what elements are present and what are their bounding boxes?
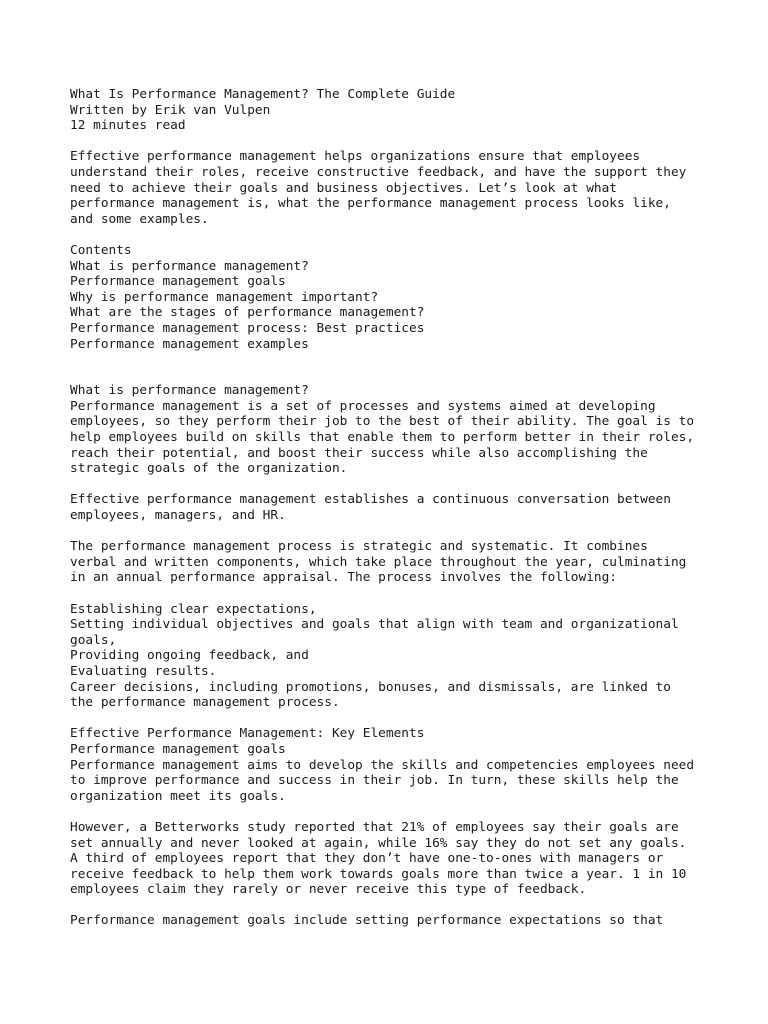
text-line: employees, managers, and HR. bbox=[70, 508, 286, 524]
list-item: goals, bbox=[70, 632, 117, 648]
section-what-is bbox=[70, 383, 760, 710]
text-line: understand their roles, receive constructive feedback, and have the support they bbox=[70, 164, 687, 180]
read-time: 12 minutes read bbox=[70, 118, 186, 134]
list-item: Evaluating results. bbox=[70, 663, 217, 679]
contents-item: Performance management examples bbox=[70, 336, 309, 352]
text-line: need to achieve their goals and business objectives. Let’s look at what bbox=[70, 180, 618, 196]
text-line: However, a Betterworks study reported that 21% of employees say their goals are bbox=[70, 819, 679, 835]
text-line: Career decisions, including promotions, bonuses, and dismissals, are linked to bbox=[70, 679, 671, 695]
text-line: to improve performance and success in their job. In turn, these skills help the bbox=[70, 773, 679, 789]
text-line: verbal and written components, which take place throughout the year, culminating bbox=[70, 554, 687, 570]
text-line: strategic goals of the organization. bbox=[70, 461, 348, 477]
text-line: Effective performance management helps organizations ensure that employees bbox=[70, 149, 641, 165]
text-line: employees, so they perform their job to the best of their ability. The goal is to bbox=[70, 414, 695, 430]
list-item: Setting individual objectives and goals that align with team and organizational bbox=[70, 617, 679, 633]
text-line: Effective performance management establishes a continuous conversation between bbox=[70, 492, 671, 508]
text-line: employees claim they rarely or never receive this type of feedback. bbox=[70, 882, 587, 898]
contents-item: What is performance management? bbox=[70, 258, 309, 274]
contents-item: Why is performance management important? bbox=[70, 289, 379, 305]
text-line: A third of employees report that they don’t have one-to-ones with managers or bbox=[70, 851, 664, 867]
text-line: Performance management goals include setting performance expectations so that bbox=[70, 913, 664, 929]
text-line: set annually and never looked at again, while 16% say they do not set any goals. bbox=[70, 835, 687, 851]
text-line: performance management is, what the performance management process looks like, bbox=[70, 196, 671, 212]
document-page bbox=[70, 87, 760, 929]
text-line: The performance management process is strategic and systematic. It combines bbox=[70, 539, 648, 555]
section-heading: Effective Performance Management: Key Elements bbox=[70, 726, 425, 742]
text-line: help employees build on skills that enable them to perform better in their roles, bbox=[70, 430, 695, 446]
text-line: Performance management aims to develop the skills and competencies employees need bbox=[70, 757, 695, 773]
text-line: and some examples. bbox=[70, 211, 209, 227]
intro-paragraph bbox=[70, 149, 760, 227]
document-author: Written by Erik van Vulpen bbox=[70, 102, 271, 118]
text-line: Performance management is a set of processes and systems aimed at developing bbox=[70, 398, 656, 414]
contents-item: Performance management goals bbox=[70, 274, 286, 290]
list-item: Establishing clear expectations, bbox=[70, 601, 317, 617]
text-line: reach their potential, and boost their success while also accomplishing the bbox=[70, 445, 648, 461]
text-line: in an annual performance appraisal. The process involves the following: bbox=[70, 570, 618, 586]
text-line: the performance management process. bbox=[70, 695, 340, 711]
contents-item: Performance management process: Best practices bbox=[70, 320, 425, 336]
section-subheading: Performance management goals bbox=[70, 741, 286, 757]
text-line: receive feedback to help them work towards goals more than twice a year. 1 in 10 bbox=[70, 866, 687, 882]
contents-heading: Contents bbox=[70, 242, 132, 258]
list-item: Providing ongoing feedback, and bbox=[70, 648, 309, 664]
section-key-elements bbox=[70, 726, 760, 929]
table-of-contents bbox=[70, 243, 760, 352]
contents-item: What are the stages of performance management? bbox=[70, 305, 425, 321]
section-heading: What is performance management? bbox=[70, 383, 309, 399]
text-line: organization meet its goals. bbox=[70, 788, 286, 804]
document-title: What Is Performance Management? The Complete Guide bbox=[70, 87, 456, 102]
